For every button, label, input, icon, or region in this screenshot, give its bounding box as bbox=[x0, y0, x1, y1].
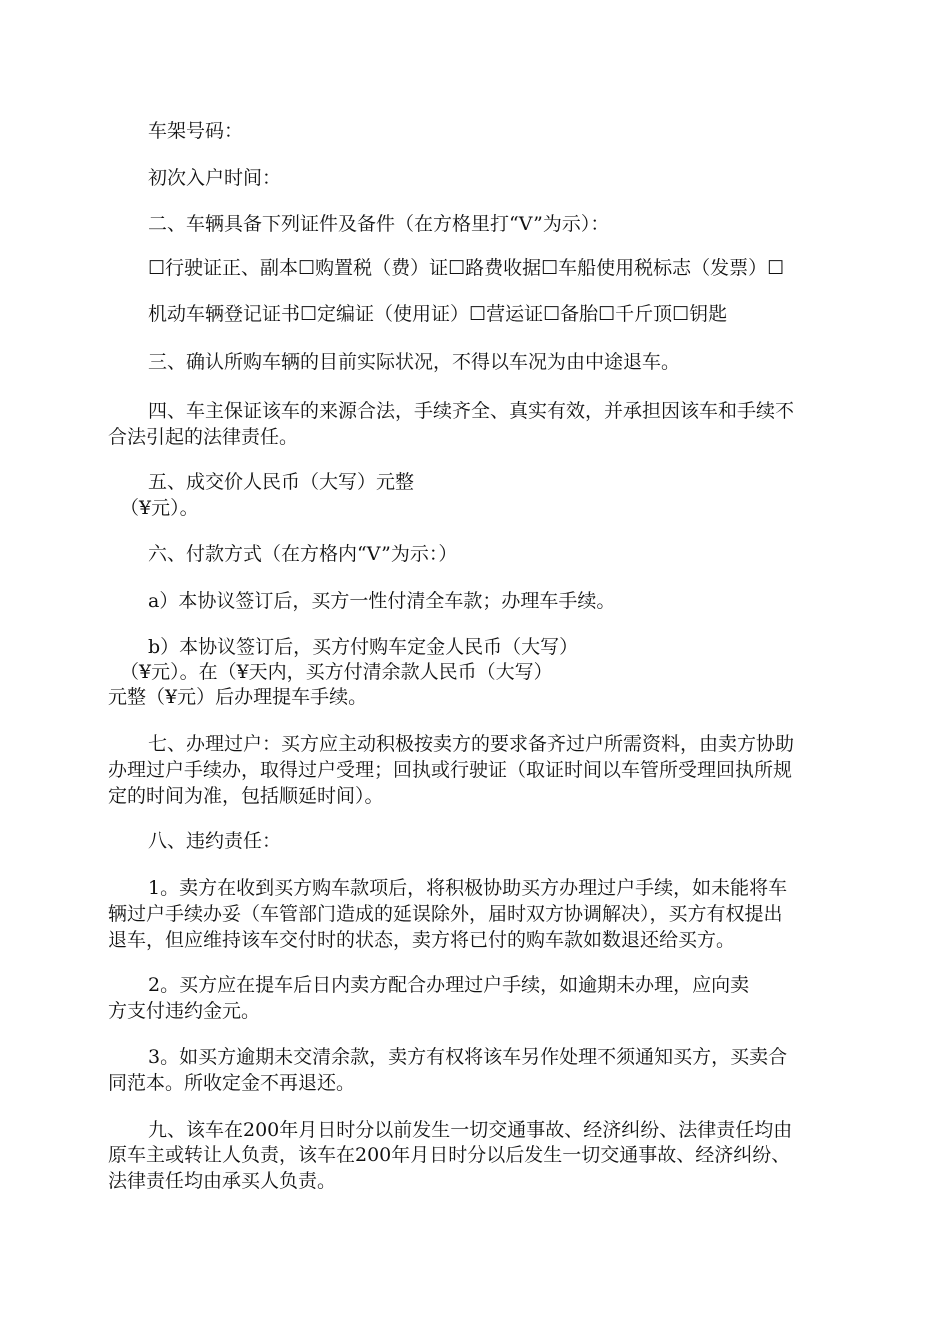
clause-2-line-2: 方支付违约金元。 bbox=[108, 1000, 261, 1022]
section-2-checklist-line-2: 机动车辆登记证书☐定编证（使用证）☐营运证☐备胎☐千斤顶☐钥匙 bbox=[148, 303, 728, 325]
frame-number-line: 车架号码： bbox=[148, 120, 244, 142]
payment-option-b-line-2: （¥元）。在（¥天内，买方付清余款人民币（大写） bbox=[120, 661, 553, 683]
section-4-line-2: 合法引起的法律责任。 bbox=[108, 426, 299, 448]
section-7-line-1: 七、办理过户：买方应主动积极按卖方的要求备齐过户所需资料，由卖方协助 bbox=[148, 733, 795, 755]
section-8-heading: 八、违约责任： bbox=[148, 830, 282, 852]
payment-option-a: a）本协议签订后，买方一性付清全车款；办理车手续。 bbox=[148, 590, 616, 612]
section-7-line-3: 定的时间为准，包括顺延时间）。 bbox=[108, 785, 384, 807]
clause-3-line-2: 同范本。所收定金不再退还。 bbox=[108, 1072, 356, 1094]
section-2-checklist-line-1: ☐行驶证正、副本☐购置税（费）证☐路费收据☐车船使用税标志（发票）☐ bbox=[148, 257, 785, 279]
section-3-paragraph: 三、确认所购车辆的目前实际状况，不得以车况为由中途退车。 bbox=[148, 351, 681, 373]
clause-1-line-1: 1。卖方在收到买方购车款项后，将积极协助买方办理过户手续，如未能将车 bbox=[148, 877, 788, 899]
section-5-line-1: 五、成交价人民币（大写）元整 bbox=[148, 471, 415, 493]
clause-2-line-1: 2。买方应在提车后日内卖方配合办理过户手续，如逾期未办理，应向卖 bbox=[148, 974, 750, 996]
clause-1-line-3: 退车，但应维持该车交付时的状态，卖方将已付的购车款如数退还给买方。 bbox=[108, 929, 736, 951]
clause-3-line-1: 3。如买方逾期未交清余款，卖方有权将该车另作处理不须通知买方，买卖合 bbox=[148, 1046, 788, 1068]
section-5-line-2: （¥元）。 bbox=[120, 497, 199, 519]
section-6-heading: 六、付款方式（在方格内“V”为示：） bbox=[148, 543, 458, 565]
section-9-line-3: 法律责任均由承买人负责。 bbox=[108, 1170, 337, 1192]
section-4-line-1: 四、车主保证该车的来源合法，手续齐全、真实有效，并承担因该车和手续不 bbox=[148, 400, 795, 422]
section-7-line-2: 办理过户手续办，取得过户受理；回执或行驶证（取证时间以车管所受理回执所规 bbox=[108, 759, 793, 781]
section-9-line-1: 九、该车在200年月日时分以前发生一切交通事故、经济纠纷、法律责任均由 bbox=[148, 1119, 793, 1141]
section-9-line-2: 原车主或转让人负责，该车在200年月日时分以后发生一切交通事故、经济纠纷、 bbox=[108, 1144, 791, 1166]
section-2-heading: 二、车辆具备下列证件及备件（在方格里打“V”为示）： bbox=[148, 213, 610, 235]
clause-1-line-2: 辆过户手续办妥（车管部门造成的延误除外，届时双方协调解决），买方有权提出 bbox=[108, 903, 783, 925]
first-registration-line: 初次入户时间： bbox=[148, 167, 282, 189]
payment-option-b-line-3: 元整（¥元）后办理提车手续。 bbox=[108, 686, 368, 708]
payment-option-b-line-1: b）本协议签订后，买方付购车定金人民币（大写） bbox=[148, 636, 579, 658]
